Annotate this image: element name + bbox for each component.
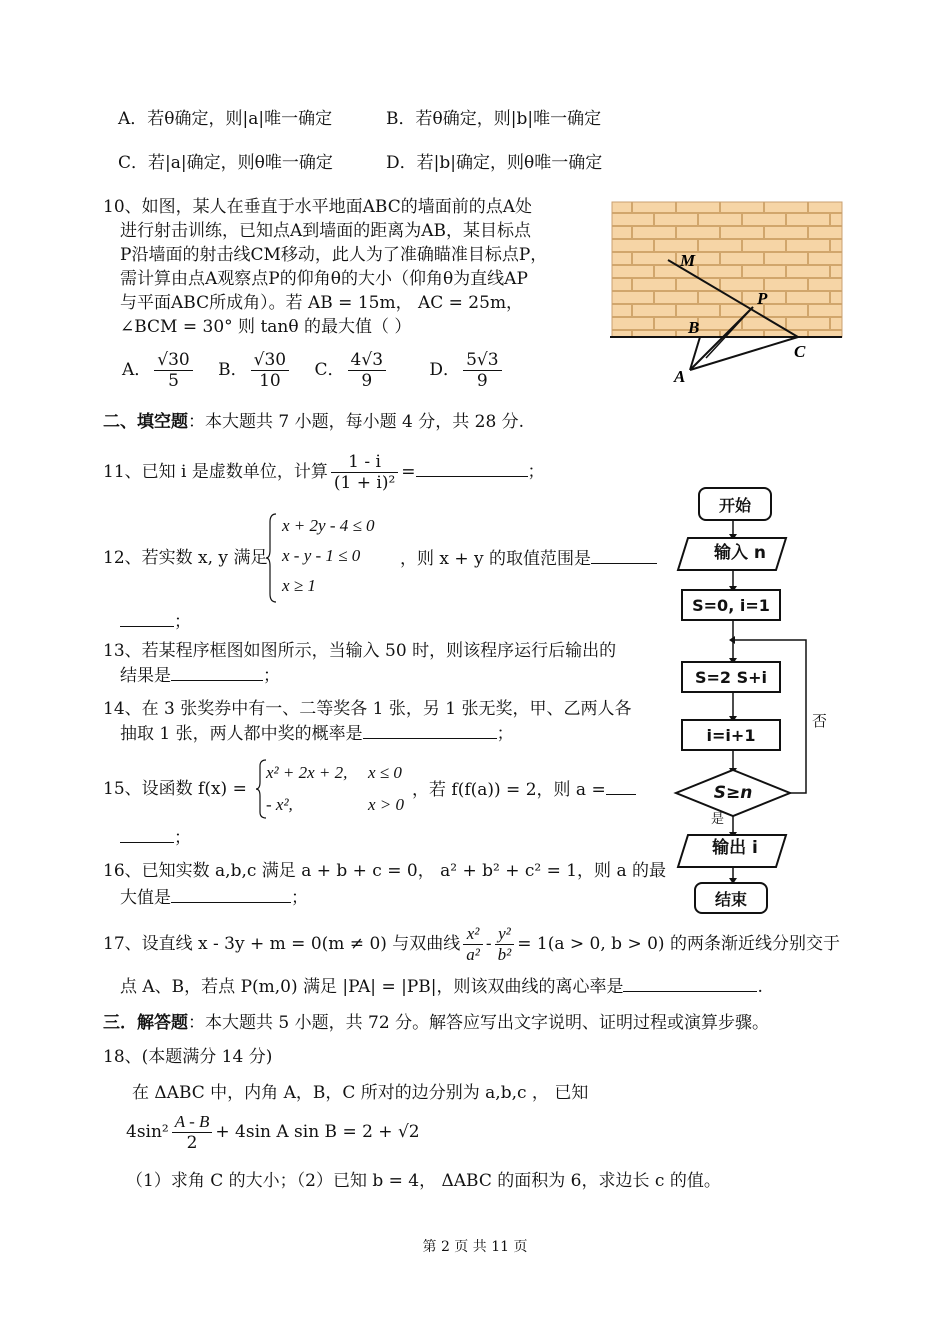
q11-blank bbox=[416, 460, 528, 477]
q18-f-den: 2 bbox=[186, 1133, 198, 1153]
q14-blank bbox=[363, 722, 497, 739]
flow-input: 输入 n bbox=[713, 543, 767, 563]
q15-c2b: x > 0 bbox=[368, 795, 405, 814]
q16-line2-text: 大值是 bbox=[120, 888, 171, 908]
q12-c1: x + 2y - 4 ≤ 0 bbox=[282, 516, 375, 535]
q10-option-d-label: D． bbox=[429, 360, 461, 380]
section2-title: 二、填空题 bbox=[103, 412, 188, 432]
q12-brace bbox=[266, 512, 278, 604]
q16-line1: 16、已知实数 a,b,c 满足 a + b + c = 0， a² + b² + c² = 1，则 a 的最 bbox=[103, 861, 666, 881]
q12-c2: x - y - 1 ≤ 0 bbox=[282, 546, 361, 565]
q15-blank-1 bbox=[606, 778, 636, 795]
q11-den: (1 + i)² bbox=[333, 473, 396, 493]
q10-c-num: 4√3 bbox=[348, 350, 386, 371]
q10-option-c-label: C． bbox=[314, 360, 345, 380]
q16-end: ； bbox=[291, 888, 308, 908]
flow-cond: S≥n bbox=[713, 783, 753, 803]
q10-options bbox=[122, 348, 505, 392]
q15-c2a: - x², bbox=[266, 795, 293, 814]
q17-line1 bbox=[103, 920, 840, 968]
q9-option-d: D．若|b|确定，则θ唯一确定 bbox=[386, 153, 603, 173]
flow-no: 否 bbox=[812, 712, 828, 730]
flow-init: S=0, i=1 bbox=[681, 589, 781, 621]
q13-line1: 13、若某程序框图如图所示，当输入 50 时，则该程序运行后输出的 bbox=[103, 641, 617, 661]
section2-desc: ：本大题共 7 小题，每小题 4 分，共 28 分. bbox=[188, 412, 525, 432]
q10-line6: ∠BCM = 30° 则 tanθ 的最大值（ ） bbox=[120, 317, 412, 337]
q17-post: = 1(a > 0, b > 0) 的两条渐近线分别交于 bbox=[517, 934, 840, 954]
q18-line3: （1）求角 C 的大小；（2）已知 b = 4， ΔABC 的面积为 6，求边长 c 的值。 bbox=[126, 1171, 721, 1191]
label-b: B bbox=[688, 318, 700, 337]
q12-c3: x ≥ 1 bbox=[282, 576, 316, 595]
q14-line2-text: 抽取 1 张，两人都中奖的概率是 bbox=[120, 724, 363, 744]
q12-post: ，则 x + y 的取值范围是 bbox=[400, 549, 592, 569]
q10-b-num: √30 bbox=[251, 350, 289, 371]
label-a: A bbox=[674, 367, 686, 386]
q9-option-a: A．若θ确定，则|a|唯一确定 bbox=[118, 109, 333, 129]
q17-d2: b² bbox=[497, 945, 512, 964]
q10-d-num: 5√3 bbox=[463, 350, 501, 371]
q16-blank bbox=[171, 886, 291, 903]
q11-post: = bbox=[401, 462, 416, 482]
q14-end: ； bbox=[496, 724, 514, 744]
q10-b-den: 10 bbox=[259, 371, 281, 391]
q9-option-c: C．若|a|确定，则θ唯一确定 bbox=[118, 153, 333, 173]
q18-f-post: + 4sin A sin B = 2 + √2 bbox=[215, 1122, 420, 1142]
q17-d1: a² bbox=[466, 945, 480, 964]
q13-end: ； bbox=[263, 666, 280, 686]
q10-line2: 进行射击训练，已知点A到墙面的距离为AB，某目标点 bbox=[120, 221, 532, 241]
section3-heading bbox=[103, 1012, 769, 1034]
label-c: C bbox=[794, 342, 806, 361]
q17-n1: x² bbox=[463, 924, 483, 945]
q17-line2-text: 点 A、B，若点 P(m,0) 满足 |PA| = |PB|，则该双曲线的离心率是 bbox=[120, 977, 624, 997]
q12-blank-1 bbox=[591, 547, 657, 564]
section3-desc: ：本大题共 5 小题，共 72 分。解答应写出文字说明、证明过程或演算步骤。 bbox=[188, 1013, 770, 1033]
q14-line2 bbox=[120, 722, 514, 745]
q10-a-den: 5 bbox=[168, 371, 179, 391]
q10-a-num: √30 bbox=[154, 350, 192, 371]
q11-end: ； bbox=[527, 462, 545, 482]
flow-yes: 是 bbox=[711, 812, 725, 827]
flow-step2: i=i+1 bbox=[681, 719, 781, 751]
q16-line2 bbox=[120, 886, 308, 909]
q10-option-a-label: A． bbox=[122, 360, 152, 380]
q13-line2 bbox=[120, 664, 280, 687]
q17-blank bbox=[623, 975, 757, 992]
q12-line2 bbox=[120, 610, 191, 633]
q17-end: . bbox=[757, 977, 763, 997]
q9-option-b: B．若θ确定，则|b|唯一确定 bbox=[386, 109, 602, 129]
q15-pre: 15、设函数 f(x) = bbox=[103, 779, 247, 799]
q17-pre: 17、设直线 x - 3y + m = 0(m ≠ 0) 与双曲线 bbox=[103, 934, 461, 954]
q11 bbox=[103, 448, 545, 496]
q17-line2 bbox=[120, 975, 763, 998]
q10-d-den: 9 bbox=[476, 371, 488, 391]
q15-line2 bbox=[120, 826, 191, 849]
q10-line3: P沿墙面的射击线CM移动，此人为了准确瞄准目标点P， bbox=[120, 245, 548, 265]
q11-pre: 11、已知 i 是虚数单位，计算 bbox=[103, 462, 328, 482]
q12-post-line bbox=[400, 547, 657, 570]
q10-line5: 与平面ABC所成角）。若 AB = 15m， AC = 25m， bbox=[120, 293, 524, 313]
wall bbox=[612, 202, 842, 337]
q18-f-pre: 4sin² bbox=[126, 1122, 169, 1142]
q15-post: ，若 f(f(a)) = 2，则 a = bbox=[412, 780, 606, 800]
label-m: M bbox=[680, 251, 696, 270]
flow-step1: S=2 S+i bbox=[681, 661, 781, 693]
q11-num: 1 - i bbox=[331, 452, 398, 473]
q14-line1: 14、在 3 张奖券中有一、二等奖各 1 张，另 1 张无奖，甲、乙两人各 bbox=[103, 699, 632, 719]
q15-post-line bbox=[412, 778, 636, 801]
q15-blank-2 bbox=[120, 826, 174, 843]
q15-end: ； bbox=[174, 828, 191, 848]
flow-end: 结束 bbox=[694, 882, 768, 914]
q15-c1b: x ≤ 0 bbox=[368, 763, 402, 782]
q17-n2: y² bbox=[495, 924, 515, 945]
q12-end: ； bbox=[174, 612, 191, 632]
q10-line4: 需计算由点A观察点P的仰角θ的大小（仰角θ为直线AP bbox=[120, 269, 528, 289]
q12-pre: 12、若实数 x, y 满足 bbox=[103, 548, 268, 568]
section3-title: 三．解答题 bbox=[103, 1013, 188, 1033]
q10-line1: 10、如图，某人在垂直于水平地面ABC的墙面前的点A处 bbox=[103, 197, 532, 217]
brick-wall-figure bbox=[610, 200, 845, 390]
q18-f-num: A - B bbox=[172, 1112, 213, 1133]
flow-output: 输出 i bbox=[712, 838, 758, 858]
flow-start: 开始 bbox=[698, 487, 772, 521]
q13-blank bbox=[171, 664, 263, 681]
q13-line2-text: 结果是 bbox=[120, 666, 171, 686]
q17-minus: - bbox=[485, 934, 492, 954]
label-p: P bbox=[757, 289, 768, 308]
q18-line1: 在 ΔABC 中，内角 A，B，C 所对的边分别为 a,b,c ， 已知 bbox=[132, 1083, 589, 1103]
q18-title: 18、(本题满分 14 分) bbox=[103, 1047, 273, 1067]
section2-heading bbox=[103, 411, 524, 433]
q10-c-den: 9 bbox=[361, 371, 373, 391]
q12-blank-2 bbox=[120, 610, 174, 627]
q10-option-b-label: B． bbox=[218, 360, 248, 380]
q18-formula bbox=[126, 1108, 420, 1156]
q15-c1a: x² + 2x + 2, bbox=[266, 763, 348, 782]
page-footer: 第 2 页 共 11 页 bbox=[422, 1239, 528, 1255]
